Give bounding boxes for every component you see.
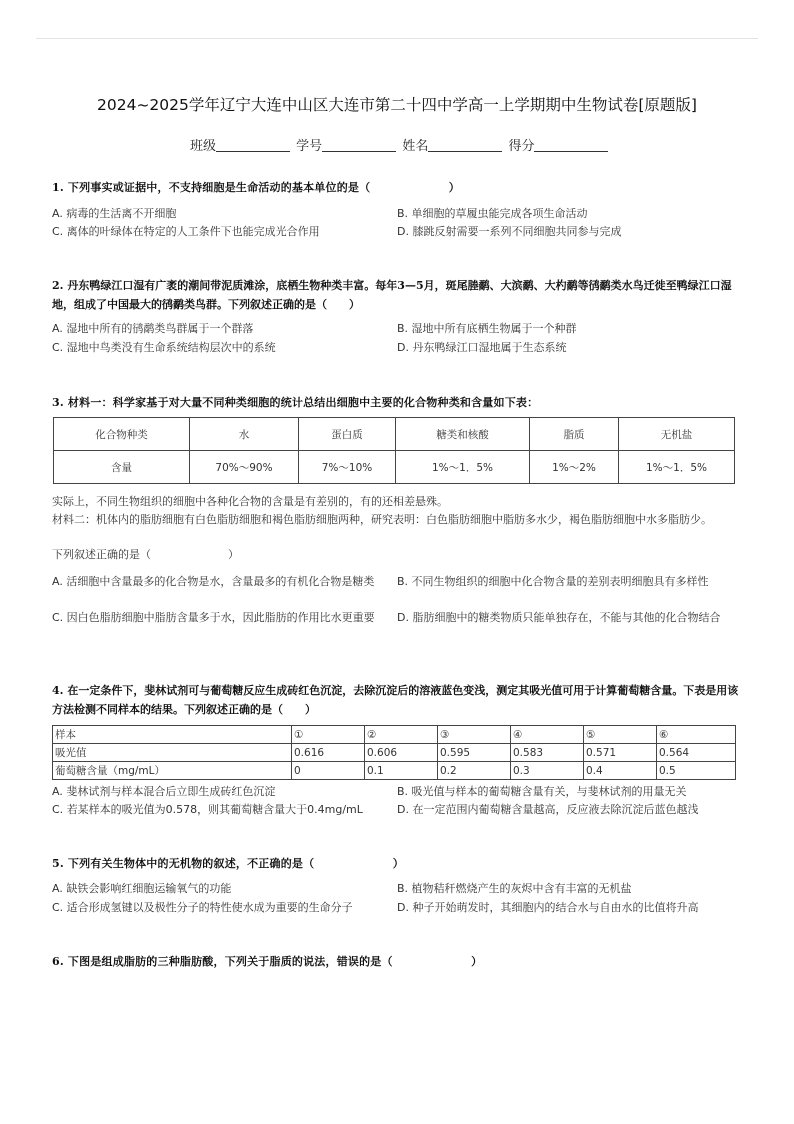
q1-option-a[interactable]: A. 病毒的生活离不开细胞 (52, 207, 177, 220)
table-header-cell: 脂质 (530, 418, 619, 451)
table-row (54, 451, 735, 484)
absorbance-table (52, 725, 736, 780)
class-label: 班级 (190, 139, 217, 154)
question-4-stem: 4. 在一定条件下，斐林试剂可与葡萄糖反应生成砖红色沉淀，去除沉淀后的溶液蓝色变浅，测定其吸光值可用于计算葡萄糖含量。下表是用该方法检测不同样本的结果。下列叙述正确的是（ ） (52, 684, 739, 716)
q3-paragraph-3: 下列叙述正确的是（ ） (52, 548, 239, 561)
table-cell: 0.595 (438, 744, 511, 762)
table-cell: 0.606 (365, 744, 438, 762)
q3-paragraph-1: 实际上，不同生物组织的细胞中各种化合物的含量是有差别的，有的还相差悬殊。 (52, 495, 448, 508)
q2-option-a[interactable]: A. 湿地中所有的鸻鹬类鸟群属于一个群落 (52, 322, 254, 335)
score-label: 得分 (508, 139, 535, 154)
q4-option-c[interactable]: C. 若某样本的吸光值为0.578，则其葡萄糖含量大于0.4mg/mL (52, 803, 363, 816)
q3-option-d[interactable]: D. 脂肪细胞中的糖类物质只能单独存在，不能与其他的化合物结合 (397, 611, 721, 624)
name-blank[interactable] (428, 139, 502, 152)
table-cell: ① (292, 726, 365, 744)
q2-option-b[interactable]: B. 湿地中所有底栖生物属于一个种群 (397, 322, 577, 335)
table-cell: 0.564 (657, 744, 736, 762)
question-1-stem: 1. 下列事实或证据中，不支持细胞是生命活动的基本单位的是（ ） (52, 181, 460, 194)
table-cell: 70%～90% (190, 451, 299, 484)
q5-option-b[interactable]: B. 植物秸秆燃烧产生的灰烬中含有丰富的无机盐 (397, 882, 632, 895)
table-cell: 0.583 (511, 744, 584, 762)
header-rule (36, 38, 758, 39)
table-row (53, 762, 736, 780)
table-row (54, 418, 735, 451)
table-cell: 葡萄糖含量（mg/mL） (53, 762, 292, 780)
name-label: 姓名 (402, 139, 429, 154)
table-cell: 1%～2% (530, 451, 619, 484)
question-6-stem: 6. 下图是组成脂肪的三种脂肪酸，下列关于脂质的说法，错误的是（ ） (52, 955, 483, 968)
q3-option-c[interactable]: C. 因白色脂肪细胞中脂肪含量多于水，因此脂肪的作用比水更重要 (52, 611, 375, 624)
table-cell: ② (365, 726, 438, 744)
table-cell: 1%～1．5% (619, 451, 735, 484)
table-cell: 0.571 (584, 744, 657, 762)
table-cell: 0.2 (438, 762, 511, 780)
q5-option-a[interactable]: A. 缺铁会影响红细胞运输氧气的功能 (52, 882, 232, 895)
table-row (53, 726, 736, 744)
table-header-cell: 无机盐 (619, 418, 735, 451)
q2-option-d[interactable]: D. 丹东鸭绿江口湿地属于生态系统 (397, 341, 567, 354)
q3-option-b[interactable]: B. 不同生物组织的细胞中化合物含量的差别表明细胞具有多样性 (397, 575, 709, 588)
q5-option-d[interactable]: D. 种子开始萌发时，其细胞内的结合水与自由水的比值将升高 (397, 901, 699, 914)
table-cell: 0 (292, 762, 365, 780)
student-id-blank[interactable] (322, 139, 396, 152)
table-cell: ⑥ (657, 726, 736, 744)
table-cell: 1%～1．5% (396, 451, 530, 484)
q1-option-d[interactable]: D. 膝跳反射需要一系列不同细胞共同参与完成 (397, 225, 622, 238)
table-cell: 样本 (53, 726, 292, 744)
q2-option-c[interactable]: C. 湿地中鸟类没有生命系统结构层次中的系统 (52, 341, 276, 354)
table-cell: 吸光值 (53, 744, 292, 762)
q4-option-b[interactable]: B. 吸光值与样本的葡萄糖含量有关，与斐林试剂的用量无关 (397, 785, 687, 798)
table-cell: ③ (438, 726, 511, 744)
compound-content-table (53, 417, 735, 484)
table-cell: ⑤ (584, 726, 657, 744)
q4-option-a[interactable]: A. 斐林试剂与样本混合后立即生成砖红色沉淀 (52, 785, 276, 798)
table-header-cell: 糖类和核酸 (396, 418, 530, 451)
q5-option-c[interactable]: C. 适合形成氢键以及极性分子的特性使水成为重要的生命分子 (52, 901, 353, 914)
q3-option-a[interactable]: A. 活细胞中含量最多的化合物是水，含量最多的有机化合物是糖类 (52, 575, 375, 588)
table-cell: ④ (511, 726, 584, 744)
page-title: 2024~2025学年辽宁大连中山区大连市第二十四中学高一上学期期中生物试卷[原题版] (97, 96, 697, 114)
q3-paragraph-2: 材料二：机体内的脂肪细胞有白色脂肪细胞和褐色脂肪细胞两种，研究表明：白色脂肪细胞中脂肪多水少，褐色脂肪细胞中水多脂肪少。 (52, 513, 712, 526)
table-cell: 0.5 (657, 762, 736, 780)
table-header-cell: 蛋白质 (299, 418, 396, 451)
table-cell: 0.616 (292, 744, 365, 762)
table-header-cell: 水 (190, 418, 299, 451)
q1-option-c[interactable]: C. 离体的叶绿体在特定的人工条件下也能完成光合作用 (52, 225, 320, 238)
q4-option-d[interactable]: D. 在一定范围内葡萄糖含量越高，反应液去除沉淀后蓝色越浅 (397, 803, 699, 816)
table-header-cell: 化合物种类 (54, 418, 190, 451)
table-cell: 0.1 (365, 762, 438, 780)
table-cell: 含量 (54, 451, 190, 484)
class-blank[interactable] (216, 139, 290, 152)
table-cell: 7%～10% (299, 451, 396, 484)
score-blank[interactable] (534, 139, 608, 152)
student-info-line (190, 135, 610, 154)
table-cell: 0.3 (511, 762, 584, 780)
question-2-stem: 2. 丹东鸭绿江口湿有广袤的潮间带泥质滩涂，底栖生物种类丰富。每年3—5月，斑尾塍鹬、大滨鹬、大杓鹬等鸻鹬类水鸟迁徙至鸭绿江口湿地，组成了中国最大的鸻鹬类鸟群。下列叙述正确的是（ ） (52, 279, 732, 311)
student-id-label: 学号 (296, 139, 323, 154)
question-5-stem: 5. 下列有关生物体中的无机物的叙述，不正确的是（ ） (52, 857, 404, 870)
question-3-stem: 3. 材料一：科学家基于对大量不同种类细胞的统计总结出细胞中主要的化合物种类和含量如下表： (52, 396, 539, 409)
q1-option-b[interactable]: B. 单细胞的草履虫能完成各项生命活动 (397, 207, 588, 220)
table-cell: 0.4 (584, 762, 657, 780)
table-row (53, 744, 736, 762)
